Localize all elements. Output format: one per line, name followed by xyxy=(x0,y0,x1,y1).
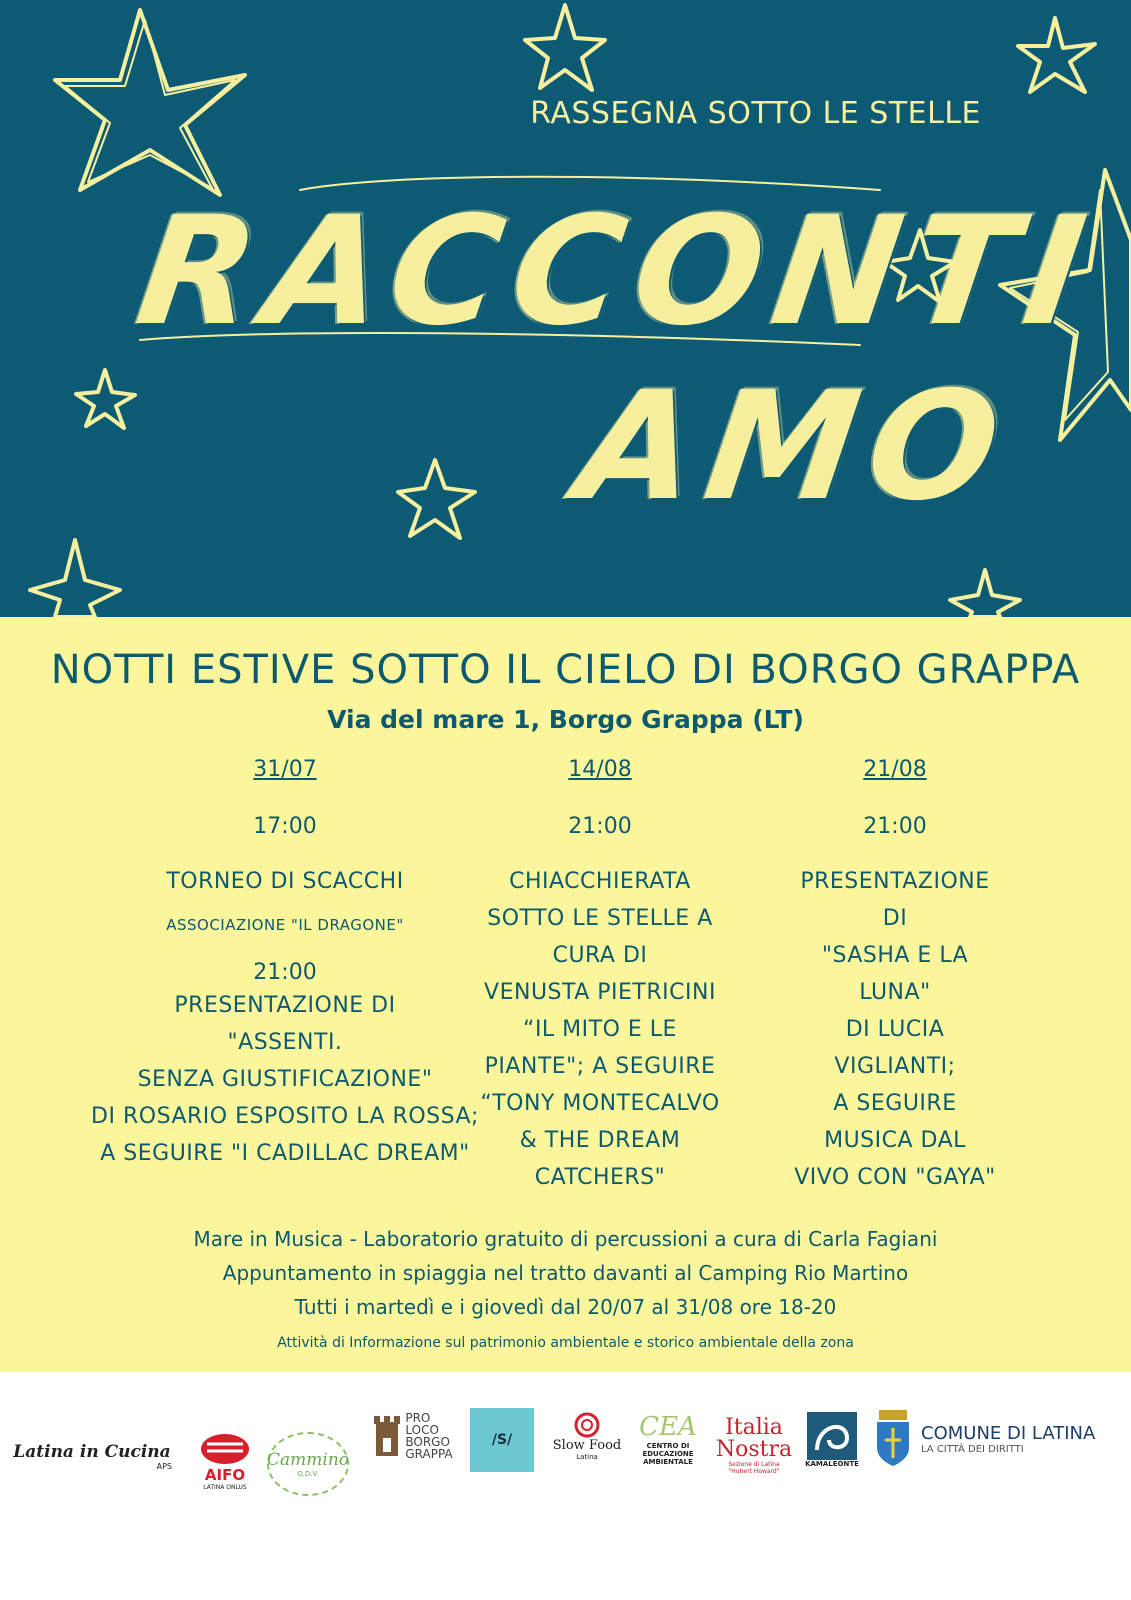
aifo-sub: LATINA ONLUS xyxy=(203,1484,247,1491)
event-desc-line: DI LUCIA xyxy=(845,1017,945,1042)
hero-banner xyxy=(0,0,1131,617)
venue-address: Via del mare 1, Borgo Grappa (LT) xyxy=(327,705,804,734)
event-title: TORNEO DI SCACCHI xyxy=(166,869,404,894)
event-time: 17:00 xyxy=(253,814,317,839)
s-logo-text: /S/ xyxy=(491,1432,513,1448)
event-desc-line: CATCHERS" xyxy=(534,1165,666,1190)
event-desc-line: VENUSTA PIETRICINI xyxy=(484,980,716,1005)
cammino-logo xyxy=(262,1432,354,1496)
star-icon xyxy=(1018,18,1095,92)
cea-line-2: EDUCAZIONE xyxy=(642,1450,694,1458)
cea-mark: CEA xyxy=(639,1412,697,1442)
event-desc-line: VIVO CON "GAYA" xyxy=(794,1165,996,1190)
event-desc-line: PRESENTAZIONE DI xyxy=(174,993,396,1018)
event-column-3 xyxy=(770,757,1020,1196)
event-desc-line: A SEGUIRE xyxy=(833,1091,957,1116)
event-desc-line: PIANTE"; A SEGUIRE xyxy=(484,1054,716,1079)
star-icon xyxy=(76,370,135,428)
cammino-text: Cammino xyxy=(267,1450,350,1470)
notes-line-1: Mare in Musica - Laboratorio gratuito di percussioni a cura di Carla Fagiani xyxy=(193,1227,938,1251)
kamaleonte-logo xyxy=(802,1412,862,1468)
tower-icon xyxy=(373,1414,401,1458)
aifo-emblem-icon xyxy=(199,1432,251,1466)
s-logo xyxy=(470,1408,534,1472)
event-series-kicker: RASSEGNA SOTTO LE STELLE xyxy=(530,96,981,131)
event-desc-line: “IL MITO E LE xyxy=(523,1017,677,1042)
kamaleonte-text: KAMALEONTE xyxy=(805,1460,859,1468)
event-title-line-1: RACCONTI xyxy=(127,185,1107,359)
event-desc-line: CHIACCHIERATA xyxy=(509,869,691,894)
event-desc-line: SENZA GIUSTIFICAZIONE" xyxy=(137,1067,433,1092)
event-desc-line: “TONY MONTECALVO xyxy=(480,1091,720,1116)
sponsor-logos-bar xyxy=(0,1372,1131,1600)
aifo-text: AIFO xyxy=(204,1466,246,1484)
event-desc-line: MUSICA DAL xyxy=(824,1128,966,1153)
cea-line-3: AMBIENTALE xyxy=(643,1458,693,1466)
event-desc-line: SOTTO LE STELLE A xyxy=(487,906,713,931)
event-desc-line: "ASSENTI. xyxy=(227,1030,343,1055)
event-time: 21:00 xyxy=(863,814,927,839)
latina-in-cucina-aps: APS xyxy=(156,1462,172,1471)
italia-nostra-sub2: "Hubert Howard" xyxy=(728,1468,780,1475)
notes-line-3: Tutti i martedì e i giovedì dal 20/07 al 31/08 ore 18-20 xyxy=(294,1295,837,1319)
cea-line-1: CENTRO DI xyxy=(646,1442,690,1450)
italia-nostra-line-1: Italia xyxy=(725,1415,783,1440)
coat-of-arms-icon xyxy=(875,1410,911,1468)
snail-icon xyxy=(572,1412,602,1438)
proloco-logo xyxy=(368,1412,458,1460)
cea-logo xyxy=(632,1412,704,1466)
italia-nostra-sub: Sezione di Latina xyxy=(728,1461,780,1468)
program-headline: NOTTI ESTIVE SOTTO IL CIELO DI BORGO GRAPPA xyxy=(50,647,1081,693)
info-footnote: Attività di Informazione sul patrimonio ambientale e storico ambientale della zona xyxy=(277,1335,854,1351)
event-date: 31/07 xyxy=(253,757,317,782)
comune-di-latina-logo xyxy=(875,1410,1125,1468)
proloco-line-3: BORGO xyxy=(405,1435,450,1449)
event-column-1 xyxy=(90,757,480,1172)
event-time-second: 21:00 xyxy=(253,960,317,985)
star-icon xyxy=(525,5,605,90)
slow-food-sub: Latina xyxy=(576,1453,598,1461)
italia-nostra-logo xyxy=(716,1417,792,1475)
star-icon xyxy=(30,540,120,617)
event-desc-line: DI ROSARIO ESPOSITO LA ROSSA; xyxy=(91,1104,479,1129)
slow-food-logo xyxy=(548,1412,626,1461)
slow-food-text: Slow Food xyxy=(552,1438,622,1453)
aifo-logo xyxy=(195,1432,255,1491)
proloco-line-4: GRAPPA xyxy=(405,1447,453,1461)
italia-nostra-line-2: Nostra xyxy=(715,1437,793,1462)
star-icon xyxy=(950,570,1020,617)
event-date: 14/08 xyxy=(568,757,632,782)
event-title-line-2: AMO xyxy=(567,360,1022,534)
event-desc-line: VIGLIANTI; xyxy=(834,1054,956,1079)
workshop-notes xyxy=(0,1222,1131,1324)
event-organizer: ASSOCIAZIONE "IL DRAGONE" xyxy=(166,916,404,934)
latina-in-cucina-text: Latina in Cucina xyxy=(13,1442,171,1462)
event-time: 21:00 xyxy=(568,814,632,839)
chameleon-icon xyxy=(807,1412,857,1460)
notes-line-2: Appuntamento in spiaggia nel tratto davanti al Camping Rio Martino xyxy=(222,1261,909,1285)
event-desc-line: & THE DREAM xyxy=(519,1128,681,1153)
comune-sub: LA CITTÀ DEI DIRITTI xyxy=(921,1444,1024,1455)
proloco-line-2: LOCO xyxy=(405,1423,439,1437)
event-desc-line: LUNA" xyxy=(859,980,931,1005)
cammino-sub: O.D.V. xyxy=(297,1470,319,1478)
event-desc-line: PRESENTAZIONE xyxy=(800,869,990,894)
proloco-line-1: PRO xyxy=(405,1411,431,1425)
event-info-section xyxy=(0,617,1131,1372)
event-desc-line: "SASHA E LA xyxy=(821,943,969,968)
event-desc-line: A SEGUIRE "I CADILLAC DREAM" xyxy=(100,1141,470,1166)
comune-text: COMUNE DI LATINA xyxy=(921,1423,1096,1444)
event-column-2 xyxy=(470,757,730,1196)
star-icon xyxy=(398,460,475,538)
latina-in-cucina-logo xyxy=(12,1442,172,1471)
event-desc-line: CURA DI xyxy=(552,943,648,968)
event-desc-line: DI xyxy=(882,906,908,931)
event-date: 21/08 xyxy=(863,757,927,782)
